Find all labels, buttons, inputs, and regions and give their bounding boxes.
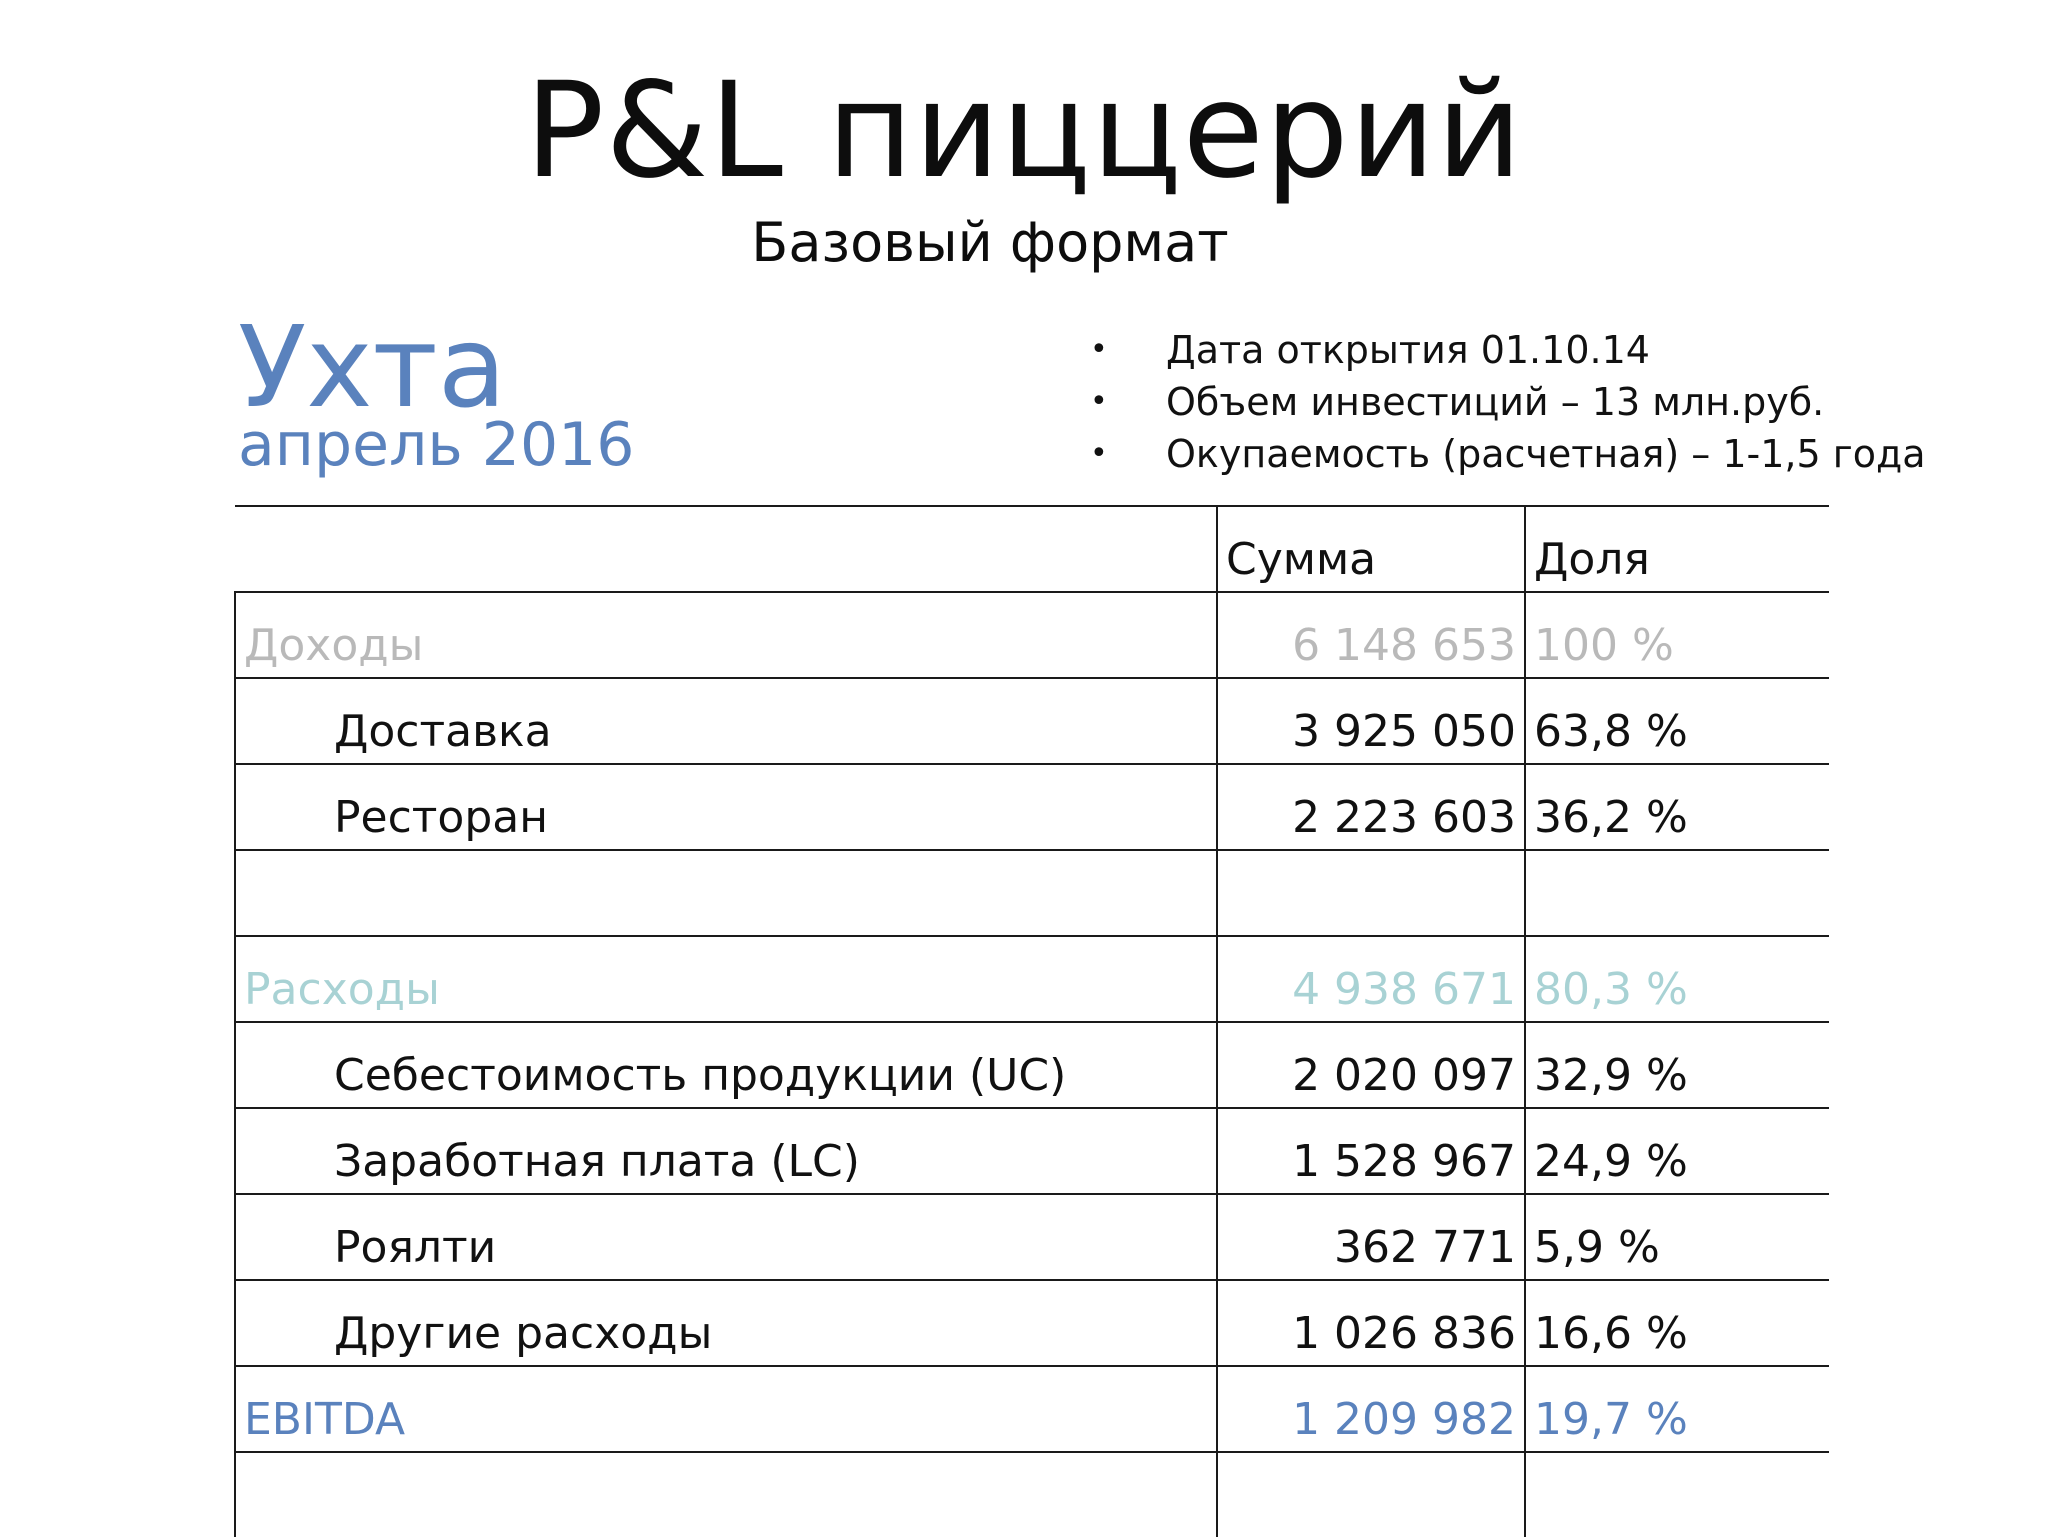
row-amount: 362 771 bbox=[1217, 1194, 1525, 1280]
row-amount: 2 223 603 bbox=[1217, 764, 1525, 850]
row-amount: 2 020 097 bbox=[1217, 1022, 1525, 1108]
row-label: Роялти bbox=[235, 1194, 1217, 1280]
row-share: 24,9 % bbox=[1525, 1108, 1829, 1194]
row-amount bbox=[1217, 1452, 1525, 1537]
row-share: 63,8 % bbox=[1525, 678, 1829, 764]
row-amount: 4 938 671 bbox=[1217, 936, 1525, 1022]
row-share: 80,3 % bbox=[1525, 936, 1829, 1022]
row-label: EBITDA bbox=[235, 1366, 1217, 1452]
row-label: Доходы bbox=[235, 592, 1217, 678]
fact-text: Объем инвестиций – 13 млн.руб. bbox=[1166, 380, 1825, 424]
row-amount bbox=[1217, 850, 1525, 936]
fact-payback bbox=[1090, 428, 1926, 480]
row-share: 100 % bbox=[1525, 592, 1829, 678]
table-row bbox=[235, 678, 1829, 764]
fact-text: Дата открытия 01.10.14 bbox=[1166, 328, 1650, 372]
table-row bbox=[235, 764, 1829, 850]
bullet-icon: • bbox=[1090, 332, 1108, 367]
row-label: Доставка bbox=[235, 678, 1217, 764]
row-label bbox=[235, 850, 1217, 936]
report-period: апрель 2016 bbox=[238, 410, 635, 480]
fact-investment bbox=[1090, 376, 1926, 428]
row-amount: 3 925 050 bbox=[1217, 678, 1525, 764]
row-share: 32,9 % bbox=[1525, 1022, 1829, 1108]
table-row bbox=[235, 1280, 1829, 1366]
fact-text: Окупаемость (расчетная) – 1-1,5 года bbox=[1166, 432, 1926, 476]
pl-table-container bbox=[234, 505, 1828, 1537]
pl-table bbox=[234, 505, 1829, 1537]
row-label: Заработная плата (LC) bbox=[235, 1108, 1217, 1194]
row-share: 19,7 % bbox=[1525, 1366, 1829, 1452]
city-name: Ухта bbox=[238, 303, 507, 433]
page-title: P&L пиццерий bbox=[524, 54, 1524, 208]
row-share bbox=[1525, 1452, 1829, 1537]
row-share: 5,9 % bbox=[1525, 1194, 1829, 1280]
row-amount: 1 026 836 bbox=[1217, 1280, 1525, 1366]
row-share bbox=[1525, 850, 1829, 936]
row-label: Другие расходы bbox=[235, 1280, 1217, 1366]
table-row bbox=[235, 1108, 1829, 1194]
header-share: Доля bbox=[1525, 506, 1829, 592]
row-label: Расходы bbox=[235, 936, 1217, 1022]
row-label: Ресторан bbox=[235, 764, 1217, 850]
table-row-ebitda bbox=[235, 1366, 1829, 1452]
page-subtitle: Базовый формат bbox=[751, 211, 1229, 274]
row-label bbox=[235, 1452, 1217, 1537]
table-row-empty bbox=[235, 850, 1829, 936]
fact-opening-date bbox=[1090, 324, 1926, 376]
row-share: 16,6 % bbox=[1525, 1280, 1829, 1366]
row-amount: 6 148 653 bbox=[1217, 592, 1525, 678]
row-share: 36,2 % bbox=[1525, 764, 1829, 850]
facts-list bbox=[1090, 324, 1926, 480]
table-row-empty bbox=[235, 1452, 1829, 1537]
row-label: Себестоимость продукции (UC) bbox=[235, 1022, 1217, 1108]
header-label bbox=[235, 506, 1217, 592]
table-row-income bbox=[235, 592, 1829, 678]
table-header-row bbox=[235, 506, 1829, 592]
table-row bbox=[235, 1194, 1829, 1280]
bullet-icon: • bbox=[1090, 436, 1108, 471]
header-amount: Сумма bbox=[1217, 506, 1525, 592]
row-amount: 1 528 967 bbox=[1217, 1108, 1525, 1194]
table-row bbox=[235, 1022, 1829, 1108]
row-amount: 1 209 982 bbox=[1217, 1366, 1525, 1452]
bullet-icon: • bbox=[1090, 384, 1108, 419]
table-row-expenses bbox=[235, 936, 1829, 1022]
